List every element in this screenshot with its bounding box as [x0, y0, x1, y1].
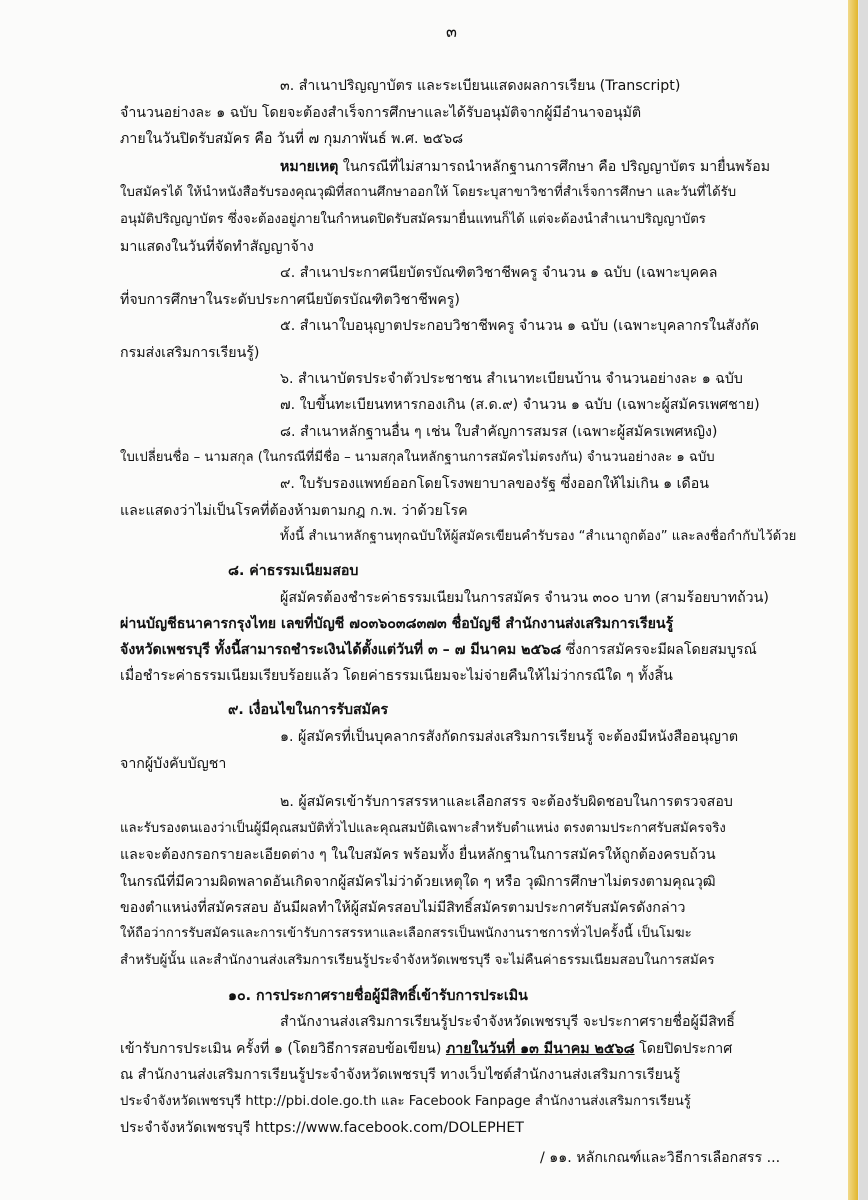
doc-line: มาแสดงในวันที่จัดทำสัญญาจ้าง — [120, 239, 314, 255]
doc-line: สำหรับผู้นั้น และสำนักงานส่งเสริมการเรียนรู้ประจำจังหวัดเพชรบุรี จะไม่คืนค่าธรรมเนียมสอบในการสมัคร — [120, 953, 715, 968]
doc-line: เมื่อชำระค่าธรรมเนียมเรียบร้อยแล้ว โดยค่าธรรมเนียมจะไม่จ่ายคืนให้ไม่ว่ากรณีใด ๆ ทั้งสิ้น — [120, 668, 673, 684]
doc-line: ภายในวันปิดรับสมัคร คือ วันที่ ๗ กุมภาพันธ์ พ.ศ. ๒๕๖๘ — [120, 131, 464, 147]
doc-line: เข้ารับการประเมิน ครั้งที่ ๑ (โดยวิธีการสอบข้อเขียน) ภายในวันที่ ๑๓ มีนาคม ๒๕๖๘ โดยปิดประกาศ — [120, 1041, 733, 1057]
doc-line: จำนวนอย่างละ ๑ ฉบับ โดยจะต้องสำเร็จการศึกษาและได้รับอนุมัติจากผู้มีอำนาจอนุมัติ — [120, 105, 642, 121]
doc-line: ทั้งนี้ สำเนาหลักฐานทุกฉบับให้ผู้สมัครเขียนคำรับรอง “สำเนาถูกต้อง” และลงชื่อกำกับไว้ด้วย — [280, 529, 797, 544]
page-number: ๓ — [446, 22, 457, 41]
page-edge — [848, 0, 858, 1200]
doc-line: ๔. สำเนาประกาศนียบัตรบัณฑิตวิชาชีพครู จำนวน ๑ ฉบับ (เฉพาะบุคคล — [280, 265, 718, 281]
doc-line: ผู้สมัครต้องชำระค่าธรรมเนียมในการสมัคร จำนวน ๓๐๐ บาท (สามร้อยบาทถ้วน) — [280, 590, 769, 606]
doc-line: หมายเหตุ ในกรณีที่ไม่สามารถนำหลักฐานการศึกษา คือ ปริญญาบัตร มายื่นพร้อม — [280, 159, 771, 175]
doc-line: ในกรณีที่มีความผิดพลาดอันเกิดจากผู้สมัครไม่ว่าด้วยเหตุใด ๆ หรือ วุฒิการศึกษาไม่ตรงตามคุณวุฒิ — [120, 874, 716, 890]
doc-line: ๕. สำเนาใบอนุญาตประกอบวิชาชีพครู จำนวน ๑ ฉบับ (เฉพาะบุคลากรในสังกัด — [280, 318, 760, 334]
doc-line: และรับรองตนเองว่าเป็นผู้มีคุณสมบัติทั่วไปและคุณสมบัติเฉพาะสำหรับตำแหน่ง ตรงตามประกาศรับสมัครจริง — [120, 821, 726, 836]
section-heading: ๙. เงื่อนไขในการรับสมัคร — [228, 702, 389, 718]
doc-line: ของตำแหน่งที่สมัครสอบ อันมีผลทำให้ผู้สมัครสอบไม่มีสิทธิ์สมัครตามประกาศรับสมัครดังกล่าว — [120, 900, 686, 916]
doc-line: ๒. ผู้สมัครเข้ารับการสรรหาและเลือกสรร จะต้องรับผิดชอบในการตรวจสอบ — [280, 794, 733, 810]
doc-line: ที่จบการศึกษาในระดับประกาศนียบัตรบัณฑิตวิชาชีพครู) — [120, 292, 460, 308]
doc-line: อนุมัติปริญญาบัตร ซึ่งจะต้องอยู่ภายในกำหนดปิดรับสมัครมายื่นแทนก็ได้ แต่จะต้องนำสำเนาปริญญาบัตร — [120, 212, 706, 227]
doc-line: ๓. สำเนาปริญญาบัตร และระเบียนแสดงผลการเรียน (Transcript) — [280, 78, 681, 94]
doc-line: ๖. สำเนาบัตรประจำตัวประชาชน สำเนาทะเบียนบ้าน จำนวนอย่างละ ๑ ฉบับ — [280, 371, 743, 387]
doc-line: ใบสมัครได้ ให้นำหนังสือรับรองคุณวุฒิที่สถานศึกษาออกให้ โดยระบุสาขาวิชาที่สำเร็จการศึกษา และวันที่ได้รับ — [120, 185, 737, 200]
doc-line: ให้ถือว่าการรับสมัครและการเข้ารับการสรรหาและเลือกสรรเป็นพนักงานราชการทั่วไปครั้งนี้ เป็นโมฆะ — [120, 926, 692, 941]
doc-line: ณ สำนักงานส่งเสริมการเรียนรู้ประจำจังหวัดเพชรบุรี ทางเว็บไซต์สำนักงานส่งเสริมการเรียนรู้ — [120, 1067, 681, 1083]
doc-line: จังหวัดเพชรบุรี ทั้งนี้สามารถชำระเงินได้ตั้งแต่วันที่ ๓ – ๗ มีนาคม ๒๕๖๘ ซึ่งการสมัครจะมีผลโดยสมบูรณ์ — [120, 642, 757, 658]
doc-line: ผ่านบัญชีธนาคารกรุงไทย เลขที่บัญชี ๗๐๓๖๐๓๘๓๗๓ ชื่อบัญชี สำนักงานส่งเสริมการเรียนรู้ — [120, 616, 674, 632]
doc-line: สำนักงานส่งเสริมการเรียนรู้ประจำจังหวัดเพชรบุรี จะประกาศรายชื่อผู้มีสิทธิ์ — [280, 1014, 735, 1030]
doc-line: ประจำจังหวัดเพชรบุรี http://pbi.dole.go.th และ Facebook Fanpage สำนักงานส่งเสริมการเรียนรู้ — [120, 1094, 691, 1109]
section-heading: ๘. ค่าธรรมเนียมสอบ — [228, 563, 359, 579]
continuation-note: / ๑๑. หลักเกณฑ์และวิธีการเลือกสรร ... — [540, 1150, 781, 1166]
doc-line: ๙. ใบรับรองแพทย์ออกโดยโรงพยาบาลของรัฐ ซึ่งออกให้ไม่เกิน ๑ เดือน — [280, 476, 709, 492]
doc-line: ประจำจังหวัดเพชรบุรี https://www.facebook.com/DOLEPHET — [120, 1120, 524, 1136]
doc-line: ๑. ผู้สมัครที่เป็นบุคลากรสังกัดกรมส่งเสริมการเรียนรู้ จะต้องมีหนังสืออนุญาต — [280, 729, 739, 745]
doc-line: และจะต้องกรอกรายละเอียดต่าง ๆ ในใบสมัคร พร้อมทั้ง ยื่นหลักฐานในการสมัครให้ถูกต้องครบถ้วน — [120, 847, 716, 863]
doc-line: ๘. สำเนาหลักฐานอื่น ๆ เช่น ใบสำคัญการสมรส (เฉพาะผู้สมัครเพศหญิง) — [280, 424, 718, 440]
section-heading: ๑๐. การประกาศรายชื่อผู้มีสิทธิ์เข้ารับการประเมิน — [228, 988, 528, 1004]
doc-line: และแสดงว่าไม่เป็นโรคที่ต้องห้ามตามกฎ ก.พ. ว่าด้วยโรค — [120, 503, 468, 519]
doc-line: กรมส่งเสริมการเรียนรู้) — [120, 345, 260, 361]
doc-line: จากผู้บังคับบัญชา — [120, 756, 227, 772]
doc-line: ใบเปลี่ยนชื่อ – นามสกุล (ในกรณีที่มีชื่อ – นามสกุลในหลักฐานการสมัครไม่ตรงกัน) จำนวนอย่างละ ๑ ฉบับ — [120, 450, 715, 465]
doc-line: ๗. ใบขึ้นทะเบียนทหารกองเกิน (ส.ด.๙) จำนวน ๑ ฉบับ (เฉพาะผู้สมัครเพศชาย) — [280, 397, 760, 413]
